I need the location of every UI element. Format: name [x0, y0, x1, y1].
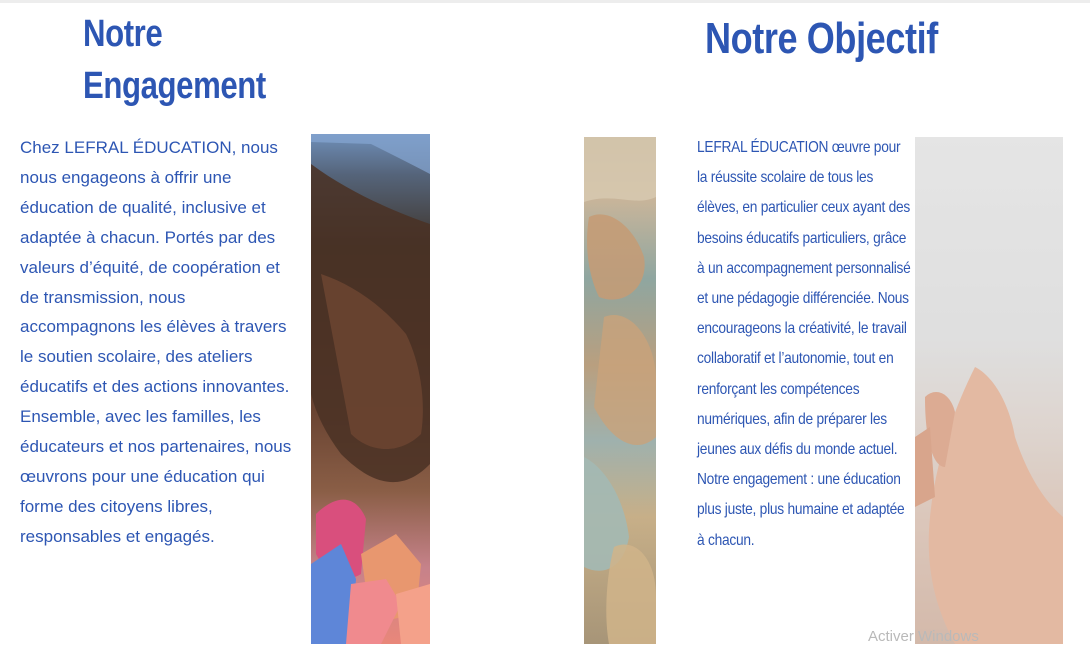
chalk-hands-illustration: [311, 134, 430, 644]
child-hand-illustration: [915, 137, 1063, 644]
top-divider: [0, 0, 1090, 3]
engagement-paragraph: Chez LEFRAL ÉDUCATION, nous nous engageons à offrir une éducation de qualité, inclusive et adaptée à chacun. Portés par des valeurs d’équité, de coopération et de transmission, nous accompagnons les élèves à travers le soutien scolaire, des ateliers éducatifs et des actions innovantes. Ensemble, avec les familles, les éducateurs et nos partenaires, nous œuvrons pour une éducation qui forme des citoyens libres, responsables et engagés.: [20, 138, 292, 546]
engagement-heading-line2: Engagement: [83, 65, 266, 107]
objectif-heading: Notre Objectif: [705, 14, 938, 63]
engagement-heading: [83, 8, 296, 112]
objectif-paragraph: LEFRAL ÉDUCATION œuvre pour la réussite scolaire de tous les élèves, en particulier ceux ayant des besoins éducatifs particuliers, grâce à un accompagnement personnalisé et une pédagogie différenciée. Nous encourageons la créativité, le travail collaboratif et l’autonomie, tout en renforçant les compétences numériques, afin de préparer les jeunes aux défis du monde actuel. Notre engagement : une éducation plus juste, plus humaine et adaptée à chacun.: [697, 139, 911, 549]
world-map-image: [584, 137, 656, 644]
engagement-heading-line1: Notre: [83, 13, 163, 55]
chalk-hands-image: [311, 134, 430, 644]
child-hand-image: [915, 137, 1063, 644]
activate-windows-watermark: Activer Windows: [868, 628, 979, 645]
world-map-illustration: [584, 137, 656, 644]
